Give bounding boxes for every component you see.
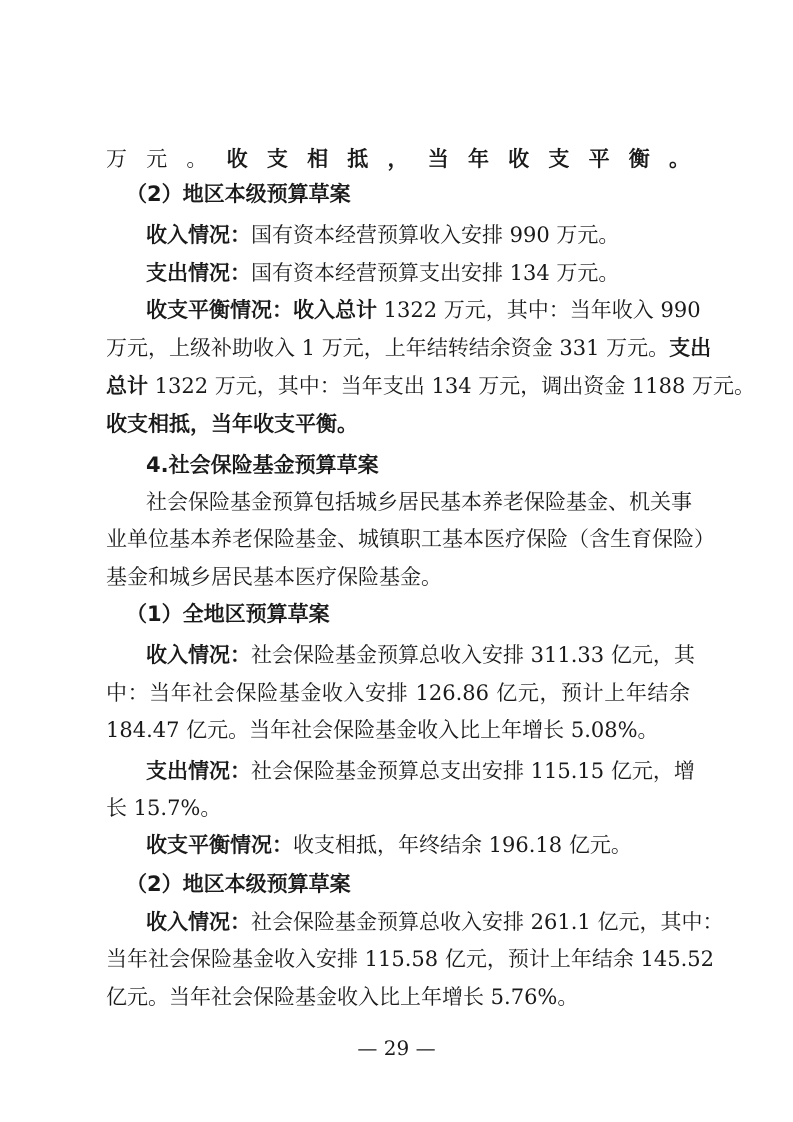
text-line-23: 亿元。当年社会保险基金收入比上年增长 5.76%。 [106, 985, 579, 1009]
text-line-18: 长 15.7%。 [106, 796, 222, 820]
text-line-balance-1: 收支平衡情况：收入总计 1322 万元，其中：当年收入 990 [146, 298, 701, 322]
section-heading-region-wide: （1）全地区预算草案 [126, 602, 330, 626]
text-line-16: 184.47 亿元。当年社会保险基金收入比上年增长 5.08%。 [106, 718, 659, 742]
text-line-10: 社会保险基金预算包括城乡居民基本养老保险基金、机关事 [146, 490, 692, 514]
text-line-balance-2: 收支平衡情况：收支相抵，年终结余 196.18 亿元。 [146, 833, 632, 857]
text-line-11: 业单位基本养老保险基金、城镇职工基本医疗保险（含生育保险） [106, 527, 715, 551]
text-line-expense-2: 支出情况：社会保险基金预算总支出安排 115.15 亿元，增 [146, 759, 695, 783]
text-line-22: 当年社会保险基金收入安排 115.58 亿元，预计上年结余 145.52 [106, 947, 714, 971]
text-line-income-3: 收入情况：社会保险基金预算总收入安排 261.1 亿元，其中： [146, 910, 724, 934]
text-line-8: 收支相抵，当年收支平衡。 [106, 412, 358, 436]
text-line-12: 基金和城乡居民基本医疗保险基金。 [106, 565, 442, 589]
text-line-income-2: 收入情况：社会保险基金预算总收入安排 311.33 亿元，其 [146, 643, 695, 667]
text-line-income-1: 收入情况：国有资本经营预算收入安排 990 万元。 [146, 223, 620, 247]
text-line-7: 总计 1322 万元，其中：当年支出 134 万元，调出资金 1188 万元。 [106, 374, 756, 398]
page-number: — 29 — [357, 1036, 436, 1060]
text-line-15: 中：当年社会保险基金收入安排 126.86 亿元，预计上年结余 [106, 681, 690, 705]
text-line-1: 万元。收支相抵，当年收支平衡。 [106, 147, 691, 171]
section-heading-district-level-1: （2）地区本级预算草案 [126, 182, 351, 206]
text-line-expense-1: 支出情况：国有资本经营预算支出安排 134 万元。 [146, 261, 620, 285]
section-heading-district-level-2: （2）地区本级预算草案 [126, 872, 351, 896]
section-heading-social-insurance: 4.社会保险基金预算草案 [146, 453, 379, 477]
text-line-6: 万元，上级补助收入 1 万元，上年结转结余资金 331 万元。支出 [106, 336, 712, 360]
